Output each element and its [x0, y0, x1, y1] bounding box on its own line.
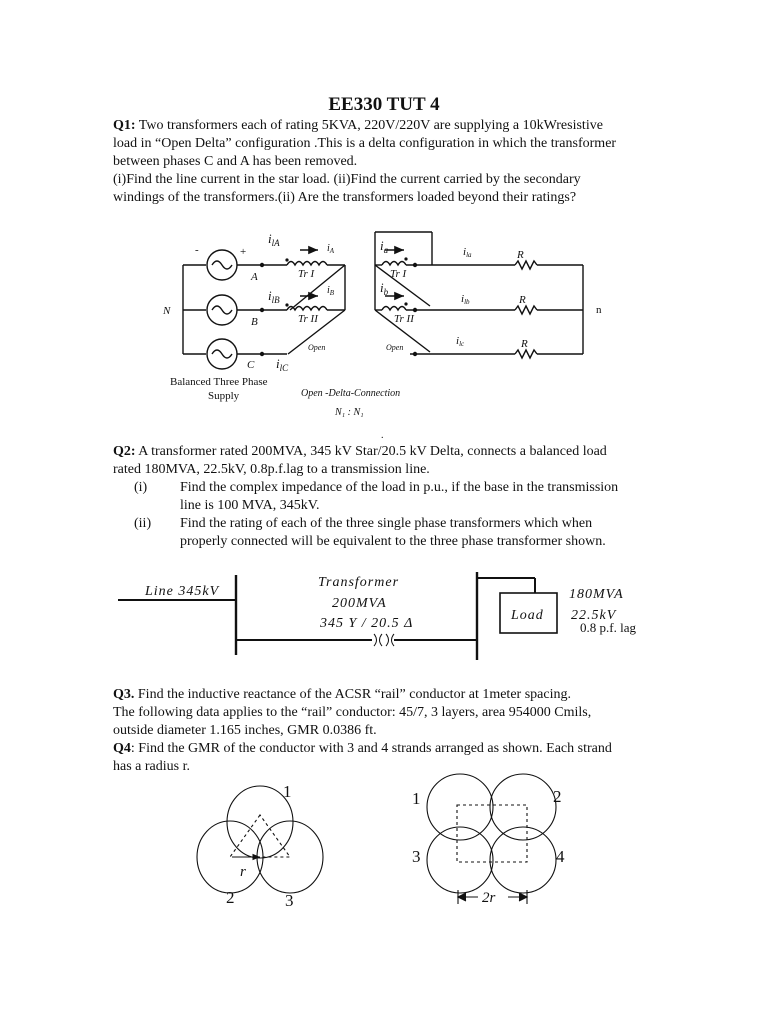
resistor-b-icon: [515, 306, 537, 314]
q1-line-3: between phases C and A has been removed.: [113, 154, 358, 169]
label-i-lC: $i_{lC}$: [276, 356, 289, 373]
label-i-B: $i_B$: [327, 285, 335, 297]
load-pf: 0.8 p.f. lag: [580, 620, 636, 635]
q2-item2-line-1: Find the rating of each of the three single phase transformers which when: [180, 516, 593, 531]
q2-item2-line-2: properly connected will be equivalent to the three phase transformer shown.: [180, 534, 606, 549]
transformer-symbol-icon: [374, 634, 394, 646]
label-i-a: $i_a$: [380, 238, 389, 255]
tr1-label: Tr I: [298, 268, 315, 280]
supply-label-2: Supply: [208, 390, 240, 402]
tr1-primary-coil: [287, 262, 327, 266]
radius-label: r: [240, 864, 246, 880]
q2-item1-num: (i): [134, 480, 148, 495]
q4-line1-text: : Find the GMR of the conductor with 3 and 4 strands arranged as shown. Each strand: [130, 741, 612, 756]
resistor-c-icon: [515, 350, 537, 358]
q3-line-3: outside diameter 1.165 inches, GMR 0.0386 ft.: [113, 723, 377, 738]
q4-line-2: has a radius r.: [113, 759, 190, 774]
q1-line-2: load in “Open Delta” configuration .This is a delta configuration in which the transformer: [113, 136, 617, 151]
turns-ratio: N₁ : N₁: [335, 407, 364, 418]
secondary-circuit: [375, 232, 583, 358]
q3-label: Q3.: [113, 687, 135, 702]
page-title: EE330 TUT 4: [328, 94, 440, 115]
supply-label-1: Balanced Three Phase: [170, 376, 268, 388]
q4-label: Q4: [113, 741, 131, 756]
tr1-secondary-label: Tr I: [390, 268, 407, 280]
spacing-arrow-right-icon: [519, 893, 527, 901]
tr1-secondary-coil: [382, 262, 406, 266]
label-i-la: ila: [463, 246, 472, 259]
label-i-b: $i_b$: [380, 280, 389, 297]
label-i-lA: $i_{lA}$: [268, 231, 280, 248]
node-B: B: [251, 316, 258, 328]
node-A: A: [251, 271, 258, 283]
q1-line-4: (i)Find the line current in the star load. (ii)Find the current carried by the secondary: [113, 172, 581, 187]
resistor-a-icon: [515, 261, 537, 269]
strand-q2: [490, 774, 556, 840]
strand-q3: [427, 827, 493, 893]
q2-line-2: rated 180MVA, 22.5kV, 0.8p.f.lag to a transmission line.: [113, 462, 430, 477]
tr2-label: Tr II: [298, 313, 318, 325]
line-label: Line 345kV: [145, 584, 220, 599]
spacing-arrow-left-icon: [458, 893, 466, 901]
four-strand-conductor: [427, 774, 556, 904]
strand-label-1: 1: [283, 782, 292, 801]
label-i-lB: $i_{lB}$: [268, 288, 280, 305]
strand-label-2: 2: [226, 888, 235, 907]
q1-line-5: windings of the transformers.(ii) Are the transformers loaded beyond their ratings?: [113, 190, 577, 205]
q2-line1-text: A transformer rated 200MVA, 345 kV Star/20.5 kV Delta, connects a balanced load: [135, 444, 607, 459]
q3-line-2: The following data applies to the “rail” conductor: 45/7, 3 layers, area 954000 Cmils,: [113, 705, 592, 720]
open-label-secondary: Open: [386, 343, 404, 352]
transformer-voltages: 345 Y / 20.5 Δ: [320, 616, 414, 631]
resistor-c-label: R: [521, 338, 528, 350]
resistor-b-label: R: [519, 294, 526, 306]
strand-q1: [427, 774, 493, 840]
label-i-lc: ilc: [456, 335, 465, 348]
tr2-secondary-coil: [382, 307, 406, 311]
q2-item1-line-2: line is 100 MVA, 345kV.: [180, 498, 320, 513]
quad-label-3: 3: [412, 847, 421, 866]
strand-triangle: [230, 815, 290, 857]
tr2-secondary-label: Tr II: [394, 313, 414, 325]
q1-line1-text: Two transformers each of rating 5KVA, 220V/220V are supplying a 10kWresistive: [135, 118, 603, 133]
fig3-labels: [226, 782, 565, 910]
strand-label-3: 3: [285, 891, 294, 910]
q1-label: Q1:: [113, 118, 136, 133]
three-strand-conductor: [197, 786, 323, 893]
q2-item2-num: (ii): [134, 516, 152, 531]
source-plus: +: [240, 246, 247, 258]
q2-item1-line-1: Find the complex impedance of the load in p.u., if the base in the transmission: [180, 480, 619, 495]
node-n: n: [596, 304, 602, 316]
open-label-primary: Open: [308, 343, 326, 352]
node-C: C: [247, 359, 255, 371]
stray-dot: .: [381, 430, 384, 441]
open-delta-caption: Open -Delta-Connection: [301, 388, 401, 399]
spacing-label: 2r: [482, 890, 496, 906]
q3-line1-text: Find the inductive reactance of the ACSR “rail” conductor at 1meter spacing.: [134, 687, 571, 702]
fig2-labels: [144, 575, 624, 631]
resistor-a-label: R: [517, 249, 524, 261]
load-label: Load: [511, 608, 544, 623]
quad-label-4: 4: [556, 847, 565, 866]
transformer-rating: 200MVA: [332, 596, 387, 611]
transformer-label: Transformer: [318, 575, 400, 590]
load-mva: 180MVA: [569, 587, 624, 602]
q2-label: Q2:: [113, 444, 136, 459]
strand-q4: [490, 827, 556, 893]
quad-label-2: 2: [553, 787, 562, 806]
node-N: N: [163, 305, 171, 317]
label-i-lb: ilb: [461, 293, 470, 306]
source-minus: -: [195, 244, 199, 256]
load-kv: 22.5kV: [571, 608, 617, 623]
label-i-A: $i_A$: [327, 243, 335, 255]
quad-label-1: 1: [412, 789, 421, 808]
